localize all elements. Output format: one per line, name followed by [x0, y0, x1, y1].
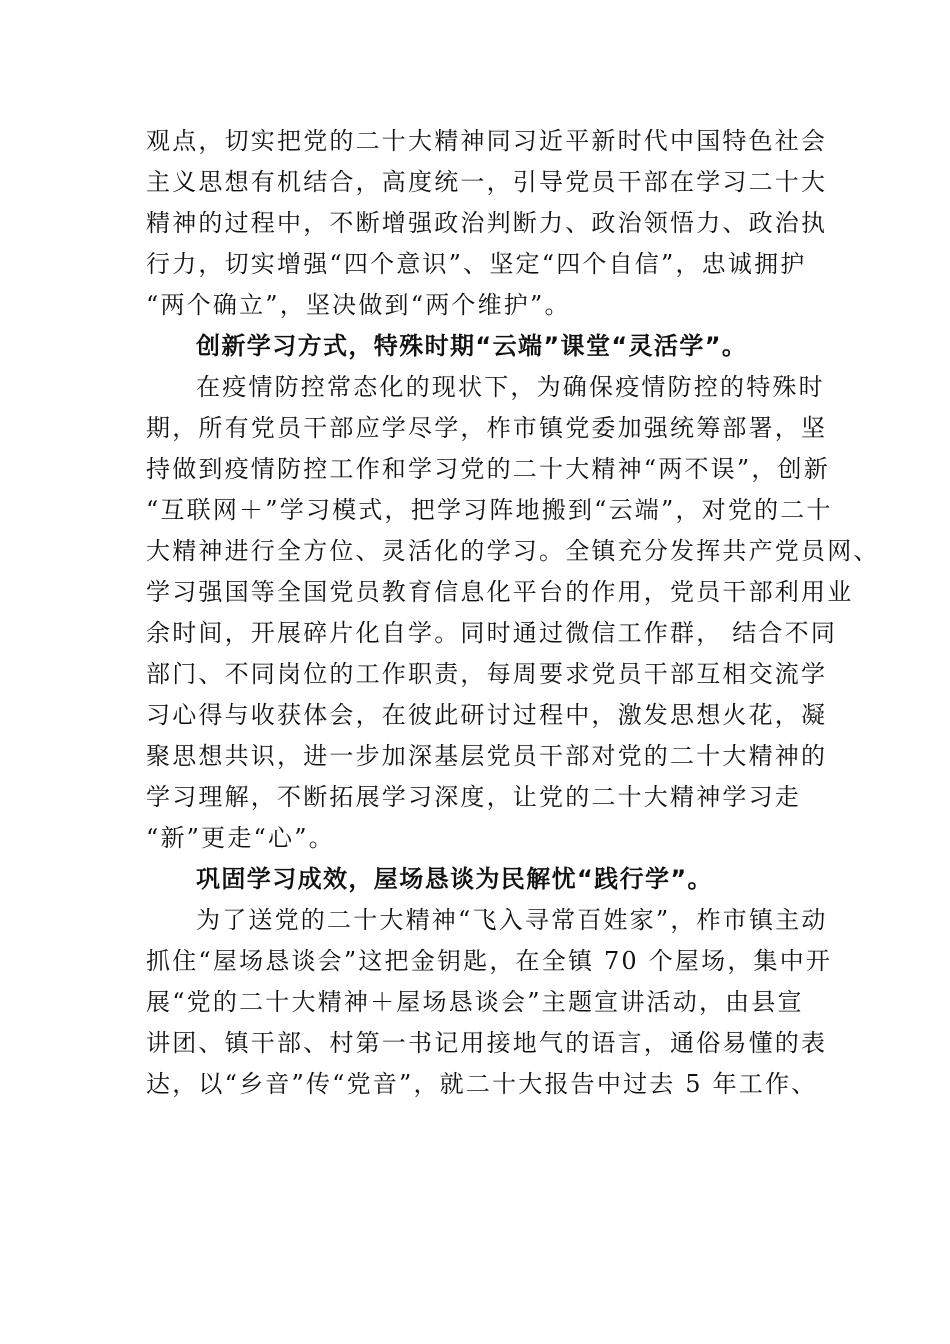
paragraph-3-line-4: 讲团、镇干部、村第一书记用接地气的语言，通俗易懂的表: [146, 1029, 828, 1057]
paragraph-1-line-5: “两个确立”，坚决做到“两个维护”。: [146, 291, 571, 319]
paragraph-2-line-2: 期，所有党员干部应学尽学，柞市镇党委加强统筹部署，坚: [146, 414, 828, 442]
paragraph-2-line-6: 学习强国等全国党员教育信息化平台的作用，党员干部利用业: [146, 578, 854, 606]
paragraph-3-line-1: 为了送党的二十大精神“飞入寻常百姓家”，柞市镇主动: [196, 906, 828, 934]
paragraph-2-line-9: 习心得与收获体会，在彼此研讨过程中，激发思想火花，凝: [146, 701, 828, 729]
paragraph-2-line-5: 大精神进行全方位、灵活化的学习。全镇充分发挥共产党员网、: [146, 537, 880, 565]
paragraph-2-line-12: “新”更走“心”。: [146, 824, 335, 852]
paragraph-1-line-3: 精神的过程中，不断增强政治判断力、政治领悟力、政治执: [146, 209, 828, 237]
paragraph-3-line-2: 抓住“屋场恳谈会”这把金钥匙，在全镇 70 个屋场，集中开: [146, 947, 833, 975]
paragraph-1-line-2: 主义思想有机结合，高度统一，引导党员干部在学习二十大: [146, 168, 828, 196]
paragraph-3-line-3: 展“党的二十大精神＋屋场恳谈会”主题宣讲活动，由县宣: [146, 988, 804, 1016]
paragraph-2-line-8: 部门、不同岗位的工作职责，每周要求党员干部互相交流学: [146, 660, 828, 688]
paragraph-2-line-1: 在疫情防控常态化的现状下，为确保疫情防控的特殊时: [196, 373, 825, 401]
paragraph-2-line-7: 余时间，开展碎片化自学。同时通过微信工作群， 结合不同: [146, 619, 838, 647]
paragraph-1-line-1: 观点，切实把党的二十大精神同习近平新时代中国特色社会: [146, 127, 828, 155]
paragraph-2-line-10: 聚思想共识，进一步加深基层党员干部对党的二十大精神的: [146, 742, 828, 770]
paragraph-2-line-4: “互联网＋”学习模式，把学习阵地搬到“云端”，对党的二十: [146, 496, 833, 524]
paragraph-3-line-5: 达，以“乡音”传“党音”，就二十大报告中过去 5 年工作、: [146, 1070, 818, 1098]
paragraph-1-line-4: 行力，切实增强“四个意识”、坚定“四个自信”，忠诚拥护: [146, 250, 807, 278]
section-heading-1: 创新学习方式，特殊时期“云端”课堂“灵活学”。: [196, 332, 748, 360]
section-heading-2: 巩固学习成效，屋场恳谈为民解忧“践行学”。: [196, 865, 713, 893]
paragraph-2-line-11: 学习理解，不断拓展学习深度，让党的二十大精神学习走: [146, 783, 801, 811]
paragraph-2-line-3: 持做到疫情防控工作和学习党的二十大精神“两不误”，创新: [146, 455, 830, 483]
